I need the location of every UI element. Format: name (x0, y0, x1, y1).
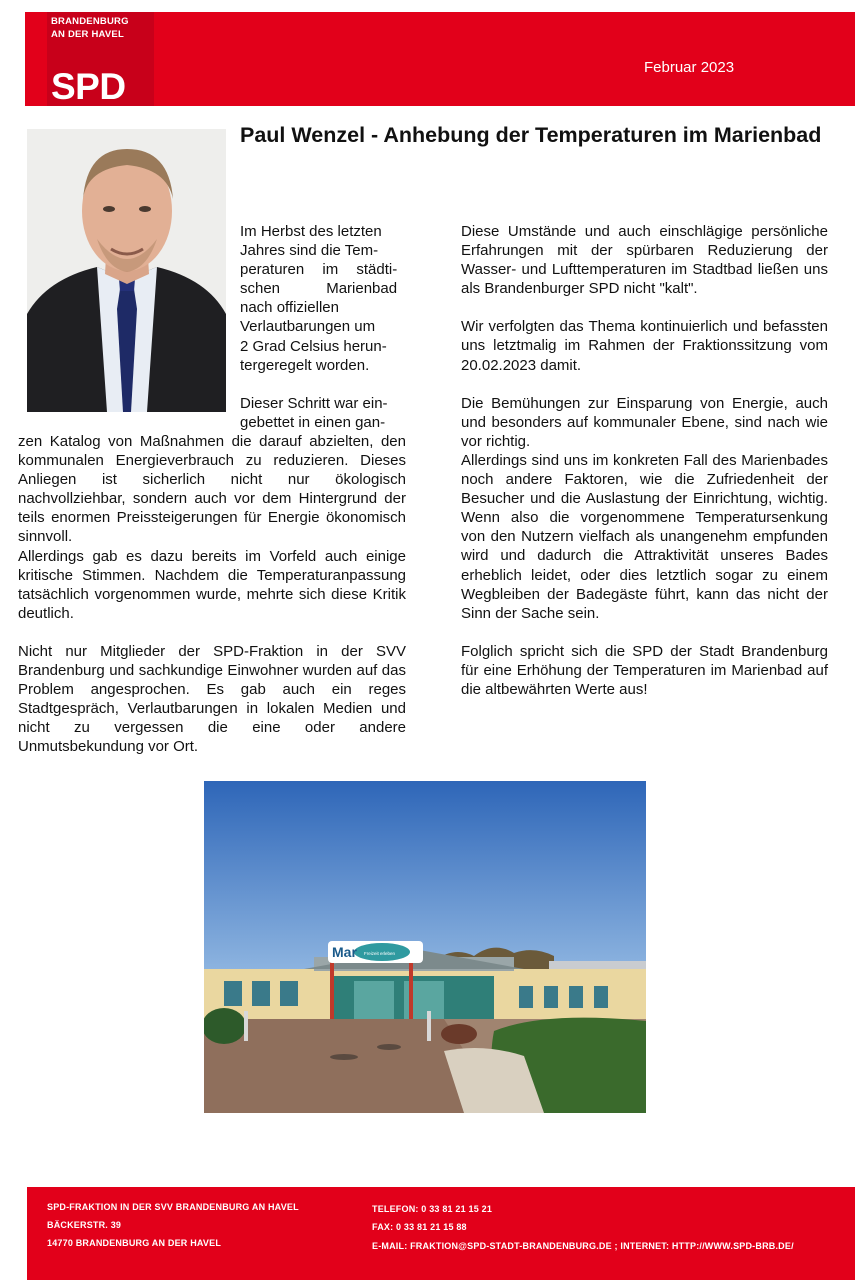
portrait-illustration (27, 129, 226, 412)
paragraph: zen Katalog von Maßnahmen die darauf abzielten, den kommunalen Energieverbrauch zu reduzieren. Dieses Anliegen ist sicherlich nicht nur ökologisch nachvollziehbar, sondern auch vor dem Hintergrund der teils enormen Preissteigerungen für Energie ökonomisch sinnvoll. (18, 433, 406, 546)
paragraph: Nicht nur Mitglieder der SPD-Fraktion in der SVV Brandenburg und sachkundige Einwohner wurden auf das Problem angesprochen. Es gab auch ein reges Stadtgespräch, Verlautbarungen in lokalen Medien und nicht zu vergessen die eine oder andere Unmutsbekundung vor Ort. (18, 642, 406, 756)
sign-subtext: Freizeit erleben (364, 951, 396, 956)
left-column-narrow (240, 222, 405, 432)
text-line: schen Marienbad (240, 280, 398, 298)
article-title: Paul Wenzel - Anhebung der Temperaturen im Marienbad (240, 123, 822, 147)
paragraph: Diese Umstände und auch einschlägige persönliche Erfahrungen mit der spürbaren Reduzierung der Wasser- und Lufttemperaturen im Stadtbad ließen uns als Brandenburger SPD nicht "kalt". (461, 223, 828, 298)
footer-street: BÄCKERSTR. 39 (47, 1220, 122, 1230)
text-line: 2 Grad Celsius herun- (240, 337, 387, 355)
footer-contact[interactable]: E-MAIL: FRAKTION@SPD-STADT-BRANDENBURG.DE ; INTERNET: HTTP://WWW.SPD-BRB.DE/ (372, 1241, 794, 1251)
paragraph: Folglich spricht sich die SPD der Stadt Brandenburg für eine Erhöhung der Temperaturen im Marienbad auf die altbewährten Werte aus! (461, 642, 828, 698)
logo-spd-mark: SPD (51, 66, 126, 107)
footer-phone: TELEFON: 0 33 81 21 15 21 (372, 1204, 493, 1214)
text-line: Dieser Schritt war ein- (240, 394, 388, 412)
marienbad-illustration (204, 781, 646, 1113)
paragraph: Allerdings gab es dazu bereits im Vorfeld auch einige kritische Stimmen. Nachdem die Temperaturanpassung tatsächlich vorgenommen wurde, mehrte sich diese Kritik deutlich. (18, 547, 406, 622)
logo-line-2: AN DER HAVEL (51, 29, 124, 40)
portrait-photo (27, 129, 226, 412)
footer-fax: FAX: 0 33 81 21 15 88 (372, 1222, 467, 1232)
marienbad-photo (204, 781, 646, 1113)
logo-line-1: BRANDENBURG (51, 16, 129, 27)
issue-date: Februar 2023 (644, 59, 735, 76)
paragraph: Wir verfolgten das Thema kontinuierlich und befassten uns letztmalig im Rahmen der Fraktionssitzung vom 20.02.2023 damit. (461, 318, 828, 374)
spd-logo (47, 12, 154, 106)
text-line: Verlautbarungen um (240, 318, 376, 336)
sign-text: Mar (332, 944, 357, 960)
footer-org: SPD-FRAKTION IN DER SVV BRANDENBURG AN HAVEL (47, 1202, 299, 1212)
right-column (461, 222, 828, 699)
paragraph: Die Bemühungen zur Einsparung von Energie, auch und besonders auf kommunaler Ebene, sind nach wie vor richtig. (461, 394, 828, 450)
text-line: tergeregelt worden. (240, 356, 370, 374)
text-line: Im Herbst des letzten (240, 223, 382, 240)
footer-bar (27, 1187, 855, 1280)
text-line: nach offiziellen (240, 299, 339, 317)
paragraph: Allerdings sind uns im konkreten Fall des Marienbades noch andere Faktoren, wie die Zufriedenheit der Besucher und die Auslastung der Einrichtung, wichtig. Wenn also die vorgenommene Temperatursenkung von den Nutzern vielfach als unangenehm empfunden wird und dadurch die Attraktivität unseres Bades erheblich leidet, oder dies letztlich sogar zu einem Wegbleiben der Badegäste führt, kann das nicht der Sinn der Sache sein. (461, 451, 828, 622)
text-line: Jahres sind die Tem- (240, 242, 379, 260)
text-line: peraturen im städti- (240, 261, 398, 279)
footer-city: 14770 BRANDENBURG AN DER HAVEL (47, 1238, 222, 1248)
text-line: gebettet in einen gan- (240, 413, 386, 431)
left-column-full (18, 432, 406, 757)
